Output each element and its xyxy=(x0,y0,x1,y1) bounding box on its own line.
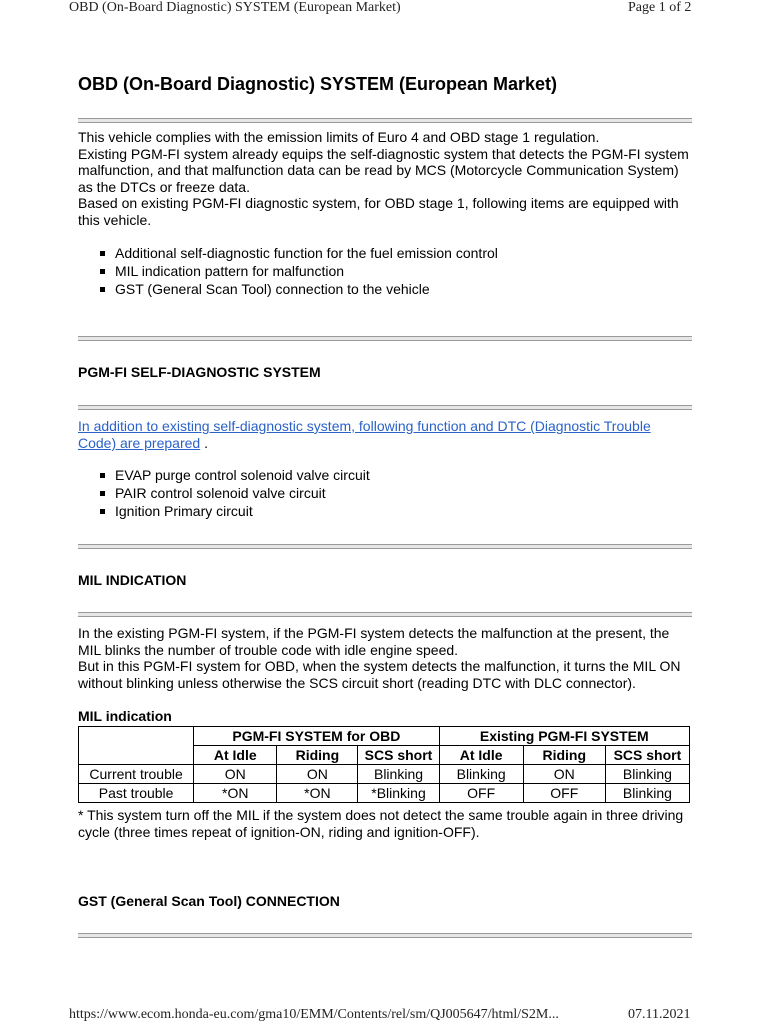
gst-heading: GST (General Scan Tool) CONNECTION xyxy=(78,893,340,909)
page-title: OBD (On-Board Diagnostic) SYSTEM (European Market) xyxy=(78,74,558,94)
list-item: GST (General Scan Tool) connection to the vehicle xyxy=(98,280,498,298)
table-row xyxy=(79,765,690,784)
mil-text xyxy=(78,625,692,691)
table-header-row xyxy=(79,727,690,746)
intro-paragraph: Existing PGM-FI system already equips the self-diagnostic system that detects the PGM-FI system malfunction, and that malfunction data can be read by MCS (Motorcycle Communication System) as the DTCs or freeze data. xyxy=(78,145,689,195)
table-column-header: SCS short xyxy=(358,746,439,765)
print-footer-date: 07.11.2021 xyxy=(628,1007,691,1022)
mil-heading: MIL INDICATION xyxy=(78,572,187,588)
table-column-header: Riding xyxy=(523,746,605,765)
mil-footnote: * This system turn off the MIL if the system does not detect the same trouble again in three driving cycle (three times repeat of ignition-ON, riding and ignition-OFF). xyxy=(78,807,684,840)
pgmfi-bullet-list xyxy=(98,466,370,520)
intro-bullet-list xyxy=(98,244,498,298)
pgmfi-intro xyxy=(78,418,692,451)
section-divider xyxy=(78,336,692,341)
table-cell: Blinking xyxy=(358,765,439,784)
table-cell: ON xyxy=(277,765,358,784)
table-column-header: At Idle xyxy=(439,746,523,765)
section-divider xyxy=(78,612,692,617)
table-cell: Blinking xyxy=(439,765,523,784)
mil-paragraph: But in this PGM-FI system for OBD, when the system detects the malfunction, it turns the MIL ON without blinking unless otherwise the SCS circuit short (reading DTC with DLC connector). xyxy=(78,658,681,691)
table-cell: Blinking xyxy=(605,765,689,784)
section-divider xyxy=(78,544,692,549)
table-corner-cell xyxy=(79,727,194,765)
table-row xyxy=(79,784,690,803)
table-column-header: At Idle xyxy=(194,746,277,765)
intro-text xyxy=(78,129,692,229)
mil-indication-table xyxy=(78,726,690,803)
table-cell: ON xyxy=(194,765,277,784)
intro-paragraph: This vehicle complies with the emission limits of Euro 4 and OBD stage 1 regulation. xyxy=(78,129,600,145)
table-cell: Blinking xyxy=(605,784,689,803)
table-column-header: SCS short xyxy=(605,746,689,765)
print-header-title: OBD (On-Board Diagnostic) SYSTEM (European Market) xyxy=(69,0,401,15)
pgmfi-intro-link[interactable]: In addition to existing self-diagnostic system, following function and DTC (Diagnostic Trouble Code) are prepared xyxy=(78,418,651,451)
table-cell: *ON xyxy=(277,784,358,803)
list-item: Additional self-diagnostic function for the fuel emission control xyxy=(98,244,498,262)
table-group-header: PGM-FI SYSTEM for OBD xyxy=(194,727,439,746)
table-row-label: Current trouble xyxy=(79,765,194,784)
table-cell: ON xyxy=(523,765,605,784)
table-cell: *ON xyxy=(194,784,277,803)
list-item: EVAP purge control solenoid valve circuit xyxy=(98,466,370,484)
table-cell: OFF xyxy=(523,784,605,803)
list-item: MIL indication pattern for malfunction xyxy=(98,262,498,280)
section-divider xyxy=(78,405,692,410)
print-header-page-number: Page 1 of 2 xyxy=(628,0,692,15)
mil-table-label: MIL indication xyxy=(78,708,172,724)
mil-paragraph: In the existing PGM-FI system, if the PGM-FI system detects the malfunction at the present, the MIL blinks the number of trouble code with idle engine speed. xyxy=(78,625,670,658)
table-column-header: Riding xyxy=(277,746,358,765)
table-cell: *Blinking xyxy=(358,784,439,803)
list-item: Ignition Primary circuit xyxy=(98,502,370,520)
list-item: PAIR control solenoid valve circuit xyxy=(98,484,370,502)
print-footer-url: https://www.ecom.honda-eu.com/gma10/EMM/Contents/rel/sm/QJ005647/html/S2M... xyxy=(69,1007,559,1022)
intro-paragraph: Based on existing PGM-FI diagnostic system, for OBD stage 1, following items are equipped with this vehicle. xyxy=(78,195,679,228)
section-divider xyxy=(78,933,692,938)
table-group-header: Existing PGM-FI SYSTEM xyxy=(439,727,689,746)
table-cell: OFF xyxy=(439,784,523,803)
table-row-label: Past trouble xyxy=(79,784,194,803)
pgmfi-intro-suffix: . xyxy=(204,434,208,451)
section-divider xyxy=(78,118,692,123)
pgmfi-heading: PGM-FI SELF-DIAGNOSTIC SYSTEM xyxy=(78,364,321,380)
